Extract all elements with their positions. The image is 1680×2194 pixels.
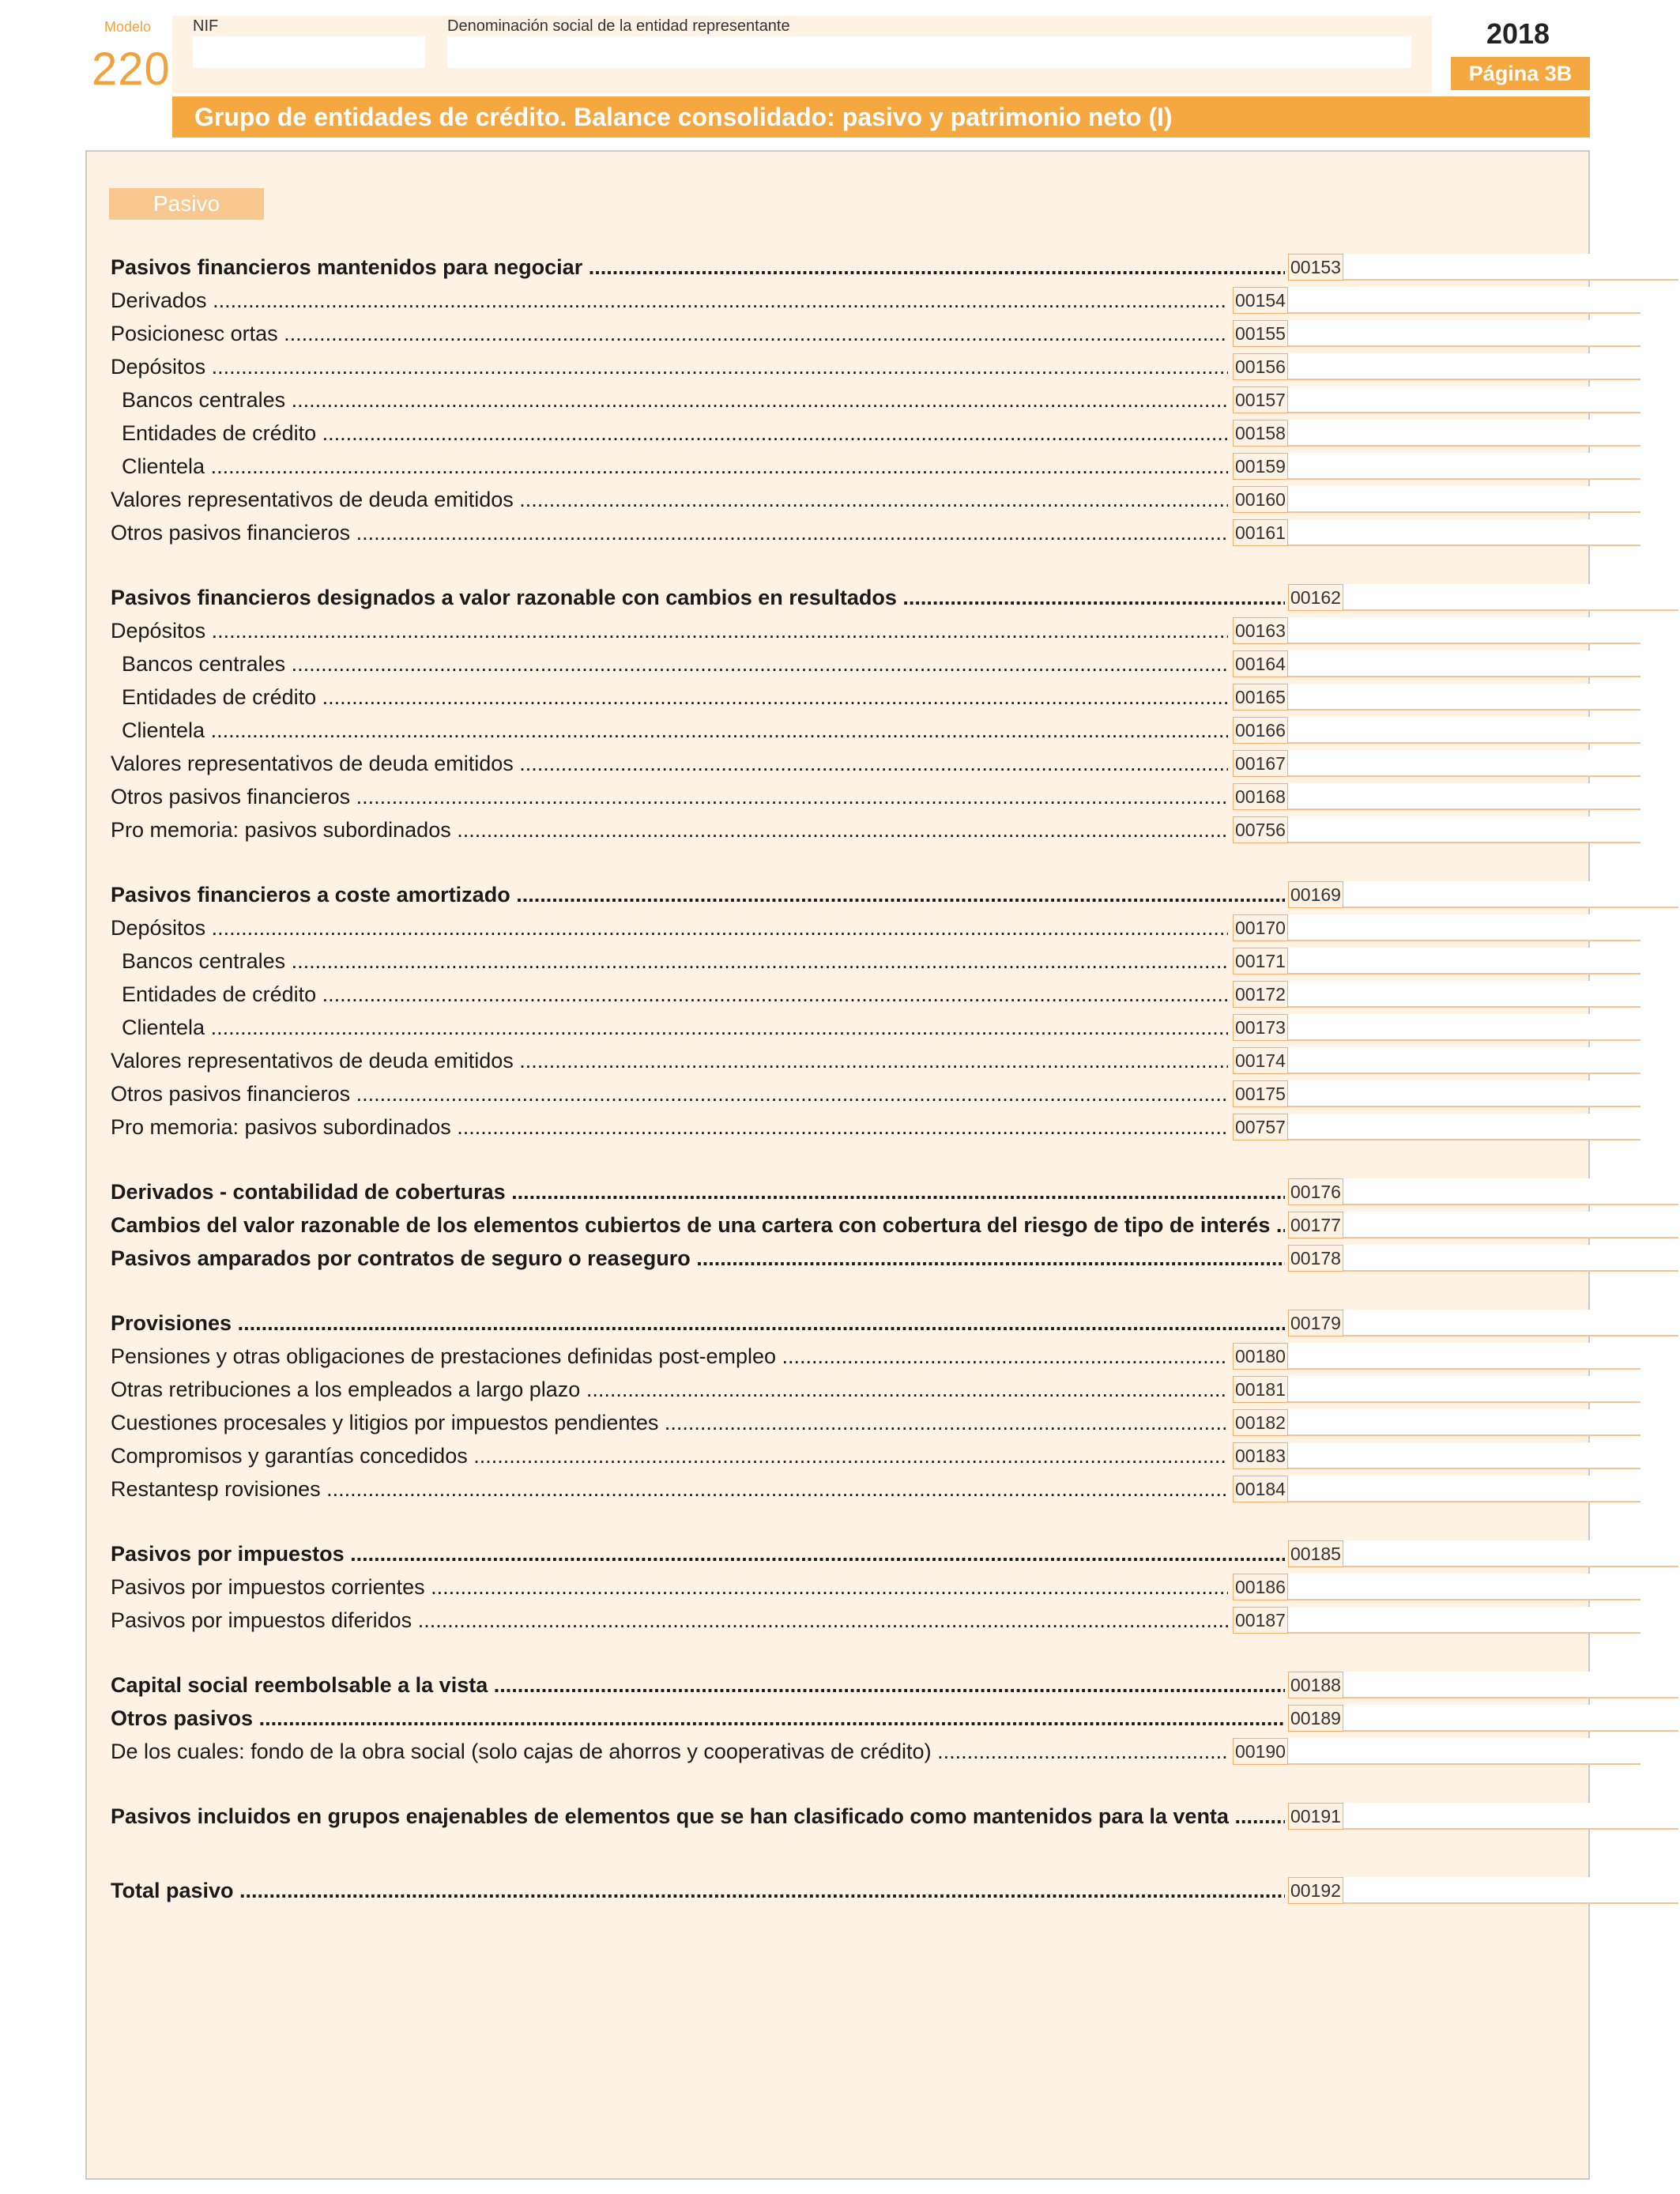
row-code: 00183 xyxy=(1233,1442,1288,1469)
row-label: Valores representativos de deuda emitidos ..... xyxy=(111,752,1228,775)
row-code: 00174 xyxy=(1233,1047,1288,1074)
row-code: 00160 xyxy=(1233,486,1288,513)
amount-field[interactable] xyxy=(1343,1803,1678,1830)
amount-field[interactable] xyxy=(1288,1014,1640,1041)
amount-field[interactable] xyxy=(1288,519,1640,546)
row-code: 00191 xyxy=(1288,1803,1343,1830)
amount-field[interactable] xyxy=(1288,717,1640,744)
form-year: 2018 xyxy=(1486,17,1550,50)
amount-field[interactable] xyxy=(1288,1047,1640,1074)
row-code: 00178 xyxy=(1288,1245,1343,1272)
row-label: Bancos centrales ..... xyxy=(122,652,1228,676)
amount-field[interactable] xyxy=(1288,816,1640,843)
amount-field[interactable] xyxy=(1288,1442,1640,1469)
row-code: 00757 xyxy=(1233,1114,1288,1140)
row-label: Provisiones ..... xyxy=(111,1311,1285,1335)
row-label: Depósitos ..... xyxy=(111,355,1228,379)
row-code: 00173 xyxy=(1233,1014,1288,1041)
row-code: 00158 xyxy=(1233,420,1288,447)
row-label: Pasivos incluidos en grupos enajenables de elementos que se han clasificado como mantenidos para la venta ..... xyxy=(111,1804,1285,1828)
row-code: 00169 xyxy=(1288,881,1343,908)
amount-field[interactable] xyxy=(1343,584,1678,611)
amount-field[interactable] xyxy=(1288,1607,1640,1634)
row-code: 00175 xyxy=(1233,1080,1288,1107)
row-label: Pasivos por impuestos ..... xyxy=(111,1542,1285,1566)
row-code: 00190 xyxy=(1233,1738,1288,1765)
row-label: Entidades de crédito ..... xyxy=(122,685,1228,709)
amount-field[interactable] xyxy=(1288,783,1640,810)
row-code: 00172 xyxy=(1233,981,1288,1008)
amount-field[interactable] xyxy=(1343,881,1678,908)
row-label: Pasivos amparados por contratos de seguro o reaseguro ..... xyxy=(111,1246,1285,1270)
row-code: 00161 xyxy=(1233,519,1288,546)
row-label: Otros pasivos financieros ..... xyxy=(111,785,1228,809)
page-title: Grupo de entidades de crédito. Balance consolidado: pasivo y patrimonio neto (I) xyxy=(172,96,1590,138)
row-label: Restantesp rovisiones ..... xyxy=(111,1477,1228,1501)
row-label: Depósitos ..... xyxy=(111,916,1228,940)
row-label: Entidades de crédito ..... xyxy=(122,982,1228,1006)
nif-label: NIF xyxy=(193,17,219,35)
row-label: Otros pasivos financieros ..... xyxy=(111,521,1228,545)
section-tab-pasivo: Pasivo xyxy=(109,188,264,220)
row-code: 00168 xyxy=(1233,783,1288,810)
row-code: 00177 xyxy=(1288,1212,1343,1238)
row-code: 00164 xyxy=(1233,650,1288,677)
row-code: 00170 xyxy=(1233,914,1288,941)
row-label: Otras retribuciones a los empleados a largo plazo ..... xyxy=(111,1378,1228,1401)
amount-field[interactable] xyxy=(1288,1376,1640,1403)
row-label: Compromisos y garantías concedidos ..... xyxy=(111,1444,1228,1468)
row-code: 00179 xyxy=(1288,1310,1343,1336)
row-label: Posicionesc ortas ..... xyxy=(111,322,1228,345)
row-code: 00180 xyxy=(1233,1343,1288,1370)
amount-field[interactable] xyxy=(1288,1574,1640,1600)
row-code: 00155 xyxy=(1233,320,1288,347)
row-code: 00186 xyxy=(1233,1574,1288,1600)
amount-field[interactable] xyxy=(1288,948,1640,974)
row-label: De los cuales: fondo de la obra social (solo cajas de ahorros y cooperativas de crédito) ..... xyxy=(111,1740,1228,1763)
row-label: Pasivos por impuestos corrientes ..... xyxy=(111,1575,1228,1599)
amount-field[interactable] xyxy=(1343,254,1678,281)
row-code: 00153 xyxy=(1288,254,1343,281)
row-label: Derivados - contabilidad de coberturas ..... xyxy=(111,1180,1285,1204)
denominacion-label: Denominación social de la entidad representante xyxy=(447,17,790,35)
row-code: 00756 xyxy=(1233,816,1288,843)
row-code: 00187 xyxy=(1233,1607,1288,1634)
amount-field[interactable] xyxy=(1288,486,1640,513)
amount-field[interactable] xyxy=(1288,420,1640,447)
row-code: 00154 xyxy=(1233,287,1288,314)
amount-field[interactable] xyxy=(1288,1738,1640,1765)
row-label: Clientela ..... xyxy=(122,1016,1228,1039)
row-label: Pro memoria: pasivos subordinados ..... xyxy=(111,818,1228,842)
row-code: 00156 xyxy=(1233,353,1288,380)
row-code: 00185 xyxy=(1288,1540,1343,1567)
row-label: Valores representativos de deuda emitidos ..... xyxy=(111,488,1228,511)
amount-field[interactable] xyxy=(1288,1114,1640,1140)
row-code: 00166 xyxy=(1233,717,1288,744)
row-code: 00162 xyxy=(1288,584,1343,611)
row-label: Derivados ..... xyxy=(111,288,1228,312)
row-label: Total pasivo ..... xyxy=(111,1879,1285,1902)
row-code: 00163 xyxy=(1233,617,1288,644)
row-code: 00189 xyxy=(1288,1705,1343,1732)
amount-field[interactable] xyxy=(1288,684,1640,711)
amount-field[interactable] xyxy=(1343,1212,1678,1238)
nif-field[interactable] xyxy=(193,36,425,68)
row-code: 00176 xyxy=(1288,1178,1343,1205)
modelo-label: Modelo xyxy=(104,19,152,35)
row-label: Otros pasivos financieros ..... xyxy=(111,1082,1228,1106)
amount-field[interactable] xyxy=(1288,1476,1640,1502)
amount-field[interactable] xyxy=(1343,1705,1678,1732)
row-label: Cambios del valor razonable de los elementos cubiertos de una cartera con cobertura del riesgo de tipo de interés ..... xyxy=(111,1213,1285,1237)
amount-field[interactable] xyxy=(1288,914,1640,941)
amount-field[interactable] xyxy=(1343,1540,1678,1567)
amount-field[interactable] xyxy=(1288,617,1640,644)
amount-field[interactable] xyxy=(1288,1409,1640,1436)
amount-field[interactable] xyxy=(1343,1310,1678,1336)
row-code: 00165 xyxy=(1233,684,1288,711)
row-label: Bancos centrales ..... xyxy=(122,949,1228,973)
amount-field[interactable] xyxy=(1343,1245,1678,1272)
row-code: 00192 xyxy=(1288,1877,1343,1904)
row-label: Entidades de crédito ..... xyxy=(122,421,1228,445)
row-label: Pasivos financieros mantenidos para negociar ..... xyxy=(111,255,1285,279)
amount-field[interactable] xyxy=(1288,650,1640,677)
row-code: 00167 xyxy=(1233,750,1288,777)
row-label: Clientela ..... xyxy=(122,454,1228,478)
row-label: Pasivos por impuestos diferidos ..... xyxy=(111,1608,1228,1632)
row-label: Otros pasivos ..... xyxy=(111,1706,1285,1730)
row-label: Depósitos ..... xyxy=(111,619,1228,643)
row-code: 00184 xyxy=(1233,1476,1288,1502)
row-code: 00157 xyxy=(1233,386,1288,413)
row-label: Pasivos financieros a coste amortizado ..... xyxy=(111,883,1285,907)
row-label: Capital social reembolsable a la vista ..... xyxy=(111,1673,1285,1697)
row-label: Pensiones y otras obligaciones de prestaciones definidas post-empleo ..... xyxy=(111,1344,1228,1368)
amount-field[interactable] xyxy=(1288,453,1640,480)
amount-field[interactable] xyxy=(1288,1080,1640,1107)
amount-field[interactable] xyxy=(1288,386,1640,413)
modelo-number: 220 xyxy=(92,43,171,95)
row-code: 00182 xyxy=(1233,1409,1288,1436)
amount-field[interactable] xyxy=(1288,320,1640,347)
row-code: 00159 xyxy=(1233,453,1288,480)
row-code: 00188 xyxy=(1288,1672,1343,1698)
amount-field[interactable] xyxy=(1343,1178,1678,1205)
denominacion-field[interactable] xyxy=(447,36,1411,68)
row-label: Bancos centrales ..... xyxy=(122,388,1228,412)
amount-field[interactable] xyxy=(1288,287,1640,314)
amount-field[interactable] xyxy=(1288,1343,1640,1370)
page-badge: Página 3B xyxy=(1451,57,1590,90)
row-code: 00181 xyxy=(1233,1376,1288,1403)
amount-field[interactable] xyxy=(1288,353,1640,380)
amount-field[interactable] xyxy=(1343,1877,1678,1904)
row-label: Clientela ..... xyxy=(122,718,1228,742)
row-code: 00171 xyxy=(1233,948,1288,974)
amount-field[interactable] xyxy=(1343,1672,1678,1698)
row-label: Valores representativos de deuda emitidos ..... xyxy=(111,1049,1228,1072)
row-label: Pasivos financieros designados a valor razonable con cambios en resultados ..... xyxy=(111,586,1285,609)
amount-field[interactable] xyxy=(1288,981,1640,1008)
row-label: Cuestiones procesales y litigios por impuestos pendientes ..... xyxy=(111,1411,1228,1434)
row-label: Pro memoria: pasivos subordinados ..... xyxy=(111,1115,1228,1139)
amount-field[interactable] xyxy=(1288,750,1640,777)
